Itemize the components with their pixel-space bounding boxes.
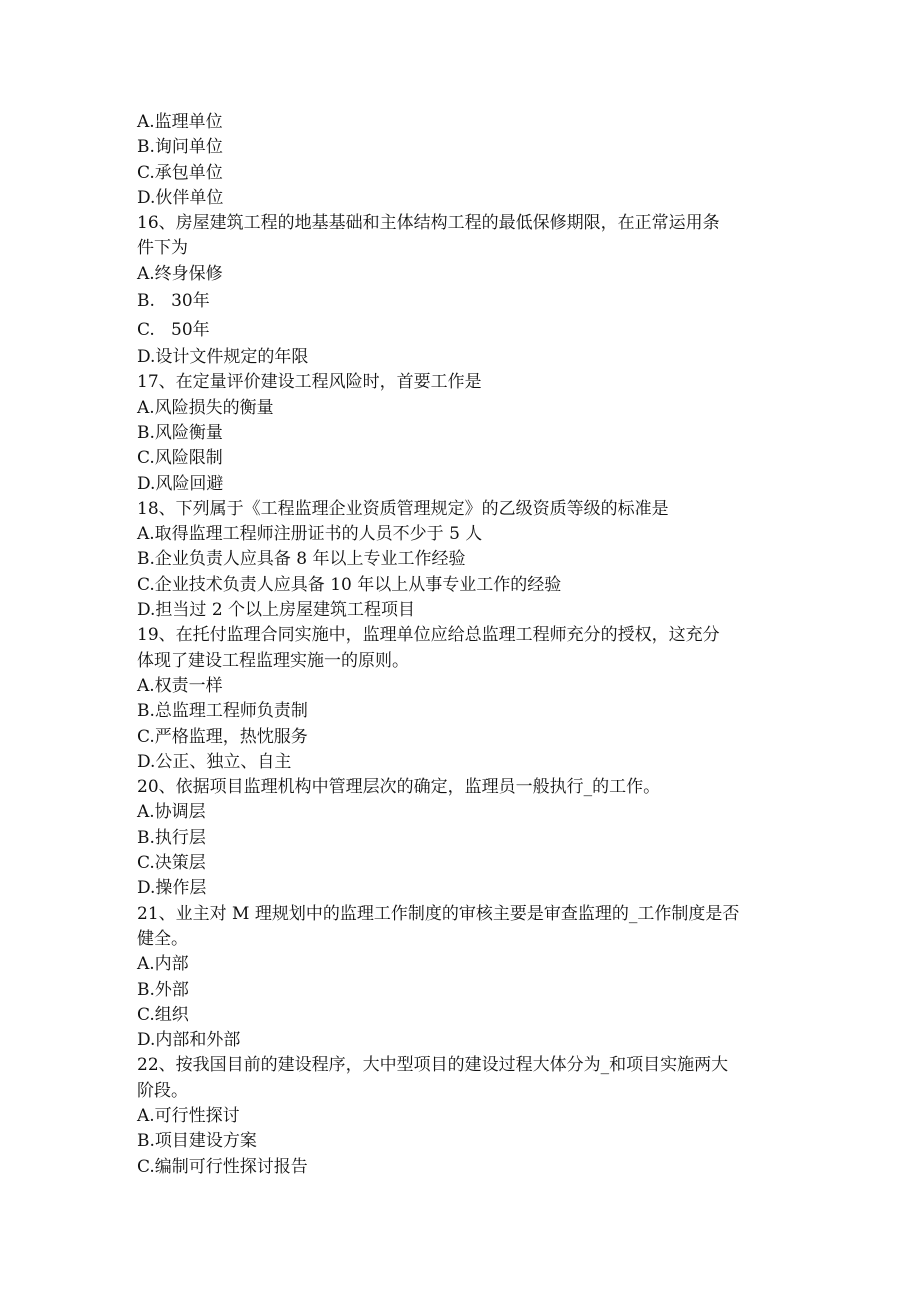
option-line: D.担当过 2 个以上房屋建筑工程项目 (137, 600, 416, 621)
question-18: 18、下列属于《工程监理企业资质管理规定》的乙级资质等级的标准是 (137, 498, 669, 519)
option-line: B.执行层 (137, 827, 206, 848)
option-line: A.取得监理工程师注册证书的人员不少于 5 人 (137, 524, 483, 545)
option-line: A.内部 (137, 954, 189, 975)
question-21-line-1: 21、业主对 M 理规划中的监理工作制度的审核主要是审查监理的_工作制度是否 (137, 903, 740, 924)
option-line: B.总监理工程师负责制 (137, 701, 308, 722)
question-20: 20、依据项目监理机构中管理层次的确定，监理员一般执行_的工作。 (137, 777, 661, 798)
question-19-line-2: 体现了建设工程监理实施一的原则。 (137, 650, 409, 671)
document-body (137, 110, 797, 1180)
question-22-line-2: 阶段。 (137, 1080, 188, 1101)
question-17: 17、在定量评价建设工程风险时，首要工作是 (137, 372, 482, 393)
question-21-line-2: 健全。 (137, 928, 188, 949)
option-line: A.监理单位 (137, 112, 223, 132)
option-line: A.终身保修 (137, 263, 223, 284)
option-line: C. 50年 (137, 320, 210, 341)
option-line: D.伙伴单位 (137, 187, 224, 208)
question-19-line-1: 19、在托付监理合同实施中，监理单位应给总监理工程师充分的授权，这充分 (137, 625, 720, 646)
option-line: A.权责一样 (137, 675, 223, 696)
option-line: C.承包单位 (137, 162, 223, 183)
option-line: D.操作层 (137, 878, 207, 899)
option-line: B.外部 (137, 979, 189, 1000)
option-line: B.企业负责人应具备 8 年以上专业工作经验 (137, 549, 466, 570)
option-line: D.设计文件规定的年限 (137, 347, 309, 368)
option-line: D.风险回避 (137, 473, 224, 494)
option-line: D.内部和外部 (137, 1030, 241, 1051)
option-line: D.公正、独立、自主 (137, 751, 292, 772)
option-line: C.编制可行性探讨报告 (137, 1156, 308, 1177)
option-line: C.企业技术负责人应具备 10 年以上从事专业工作的经验 (137, 574, 562, 595)
option-line: C.风险限制 (137, 448, 223, 469)
option-line: C.决策层 (137, 853, 206, 874)
option-line: B. 30年 (137, 291, 210, 312)
option-line: A.风险损失的衡量 (137, 397, 274, 418)
question-16-line-1: 16、房屋建筑工程的地基基础和主体结构工程的最低保修期限，在正常运用条 (137, 213, 720, 234)
question-22-line-1: 22、按我国目前的建设程序，大中型项目的建设过程大体分为_和项目实施两大 (137, 1055, 729, 1076)
option-line: B.风险衡量 (137, 422, 223, 443)
option-line: B.项目建设方案 (137, 1131, 257, 1152)
option-line: C.严格监理，热忱服务 (137, 726, 308, 747)
option-line: C.组织 (137, 1004, 189, 1025)
question-16-line-2: 件下为 (137, 238, 188, 259)
option-line: A.协调层 (137, 802, 206, 823)
option-line: B.询问单位 (137, 137, 223, 158)
option-line: A.可行性探讨 (137, 1105, 240, 1126)
